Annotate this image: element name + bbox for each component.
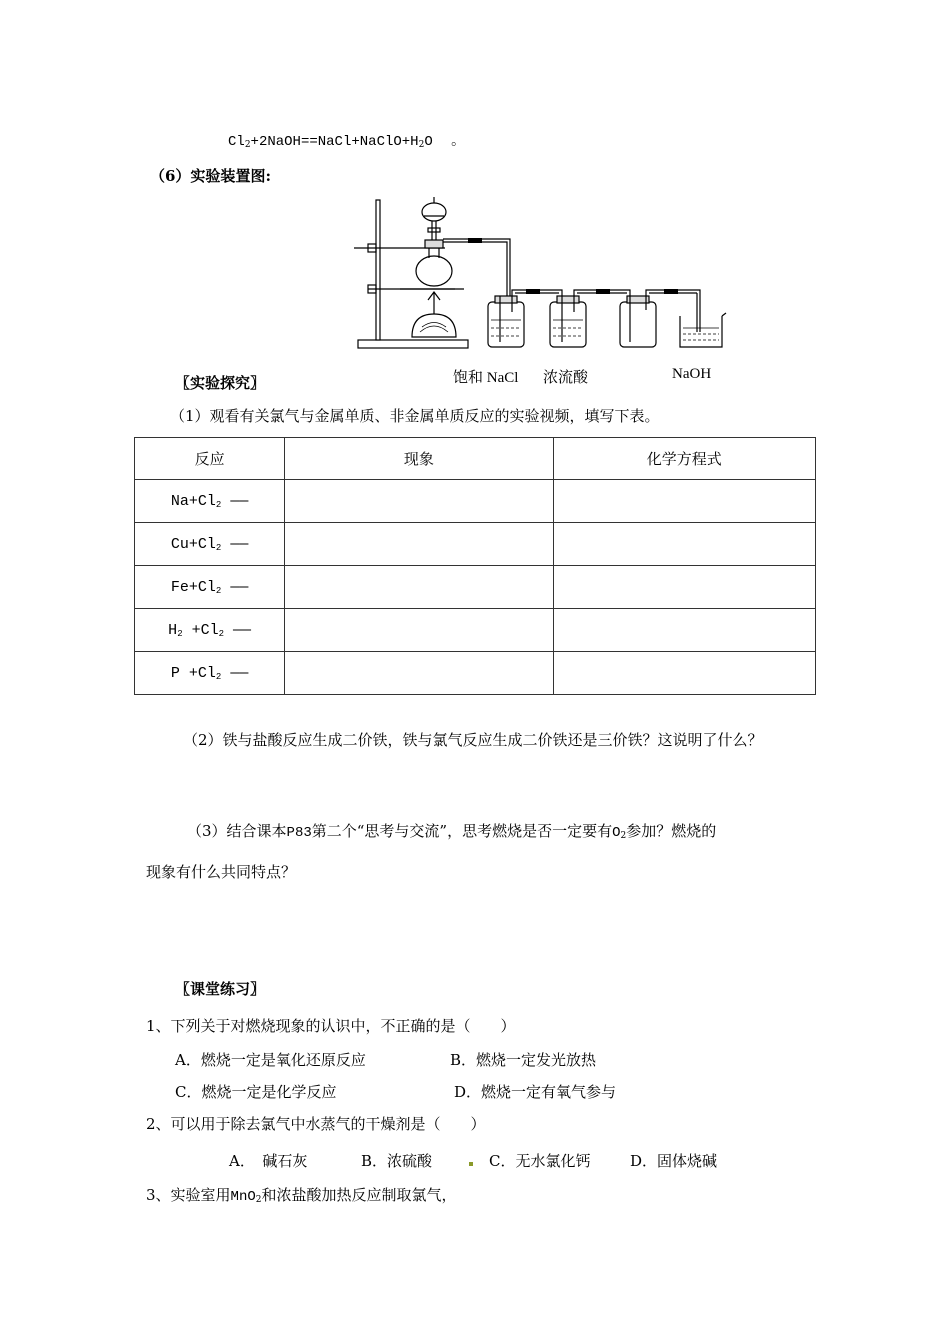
label-saturated-nacl: 饱和 NaCl (453, 370, 519, 386)
explore-section-title: 〖实验探究〗 (175, 374, 266, 392)
exercise-1-option-a: A．燃烧一定是氧化还原反应 (175, 1051, 366, 1069)
question-1: （1）观看有关氯气与金属单质、非金属单质反应的实验视频，填写下表。 (170, 407, 660, 425)
reaction-cell: $Fe+Cl_2$ —— (135, 566, 285, 609)
header-reaction: 反应 (135, 438, 285, 480)
reaction-table (134, 437, 816, 695)
exercise-2-option-a: A． 碱石灰 (229, 1152, 308, 1170)
section-6-title: （6）实验装置图: (150, 167, 271, 185)
equation-cell[interactable] (553, 566, 815, 609)
exercise-2-option-d: D．固体烧碱 (630, 1152, 718, 1170)
phenomenon-cell[interactable] (285, 566, 553, 609)
phenomenon-cell[interactable] (285, 523, 553, 566)
exercise-3-stem: 3、实验室用MnO$_2$和浓盐酸加热反应制取氯气， (146, 1186, 457, 1205)
equation-cell[interactable] (553, 480, 815, 523)
phenomenon-cell[interactable] (285, 609, 553, 652)
table-header-row (135, 438, 816, 480)
exercise-1-option-c: C．燃烧一定是化学反应 (175, 1083, 337, 1101)
exercise-1-option-b: B．燃烧一定发光放热 (450, 1051, 597, 1069)
table-row (135, 609, 816, 652)
reaction-cell: $P +Cl_2$ —— (135, 652, 285, 695)
chlorine-naoh-equation: $Cl_2+2NaOH==NaCl+NaClO+H_2O$ 。 (228, 133, 466, 150)
question-2: （2）铁与盐酸反应生成二价铁，铁与氯气反应生成二价铁还是三价铁？这说明了什么？ (183, 731, 763, 749)
equation-cell[interactable] (553, 523, 815, 566)
table-row (135, 566, 816, 609)
equation-cell[interactable] (553, 652, 815, 695)
exercise-1-option-d: D．燃烧一定有氧气参与 (454, 1083, 617, 1101)
table-row (135, 652, 816, 695)
question-3-line-2: 现象有什么共同特点？ (146, 863, 297, 881)
reaction-cell: $Cu+Cl_2$ —— (135, 523, 285, 566)
equation-cell[interactable] (553, 609, 815, 652)
table-row (135, 480, 816, 523)
question-3: （3）结合课本P83第二个“思考与交流”，思考燃烧是否一定要有$O_2$参加？燃烧的 (187, 822, 717, 841)
phenomenon-cell[interactable] (285, 480, 553, 523)
exercise-2-option-c: C．无水氯化钙 (489, 1152, 591, 1170)
label-naoh: NaOH (672, 366, 712, 382)
phenomenon-cell[interactable] (285, 652, 553, 695)
reaction-cell: $Na+Cl_2$ —— (135, 480, 285, 523)
reaction-cell: $H_2 +Cl_2$ —— (135, 609, 285, 652)
experiment-apparatus-diagram (350, 192, 730, 360)
header-phenomenon: 现象 (285, 438, 553, 480)
exercise-2-option-b: B．浓硫酸 (361, 1152, 433, 1170)
table-row (135, 523, 816, 566)
header-equation: 化学方程式 (553, 438, 815, 480)
exercise-1-stem: 1、下列关于对燃烧现象的认识中，不正确的是（ ） (146, 1017, 516, 1035)
label-conc-acid: 浓流酸 (543, 368, 589, 386)
stray-mark (469, 1162, 473, 1166)
exercise-2-stem: 2、可以用于除去氯气中水蒸气的干燥剂是（ ） (146, 1115, 486, 1133)
practice-section-title: 〖课堂练习〗 (175, 980, 266, 998)
